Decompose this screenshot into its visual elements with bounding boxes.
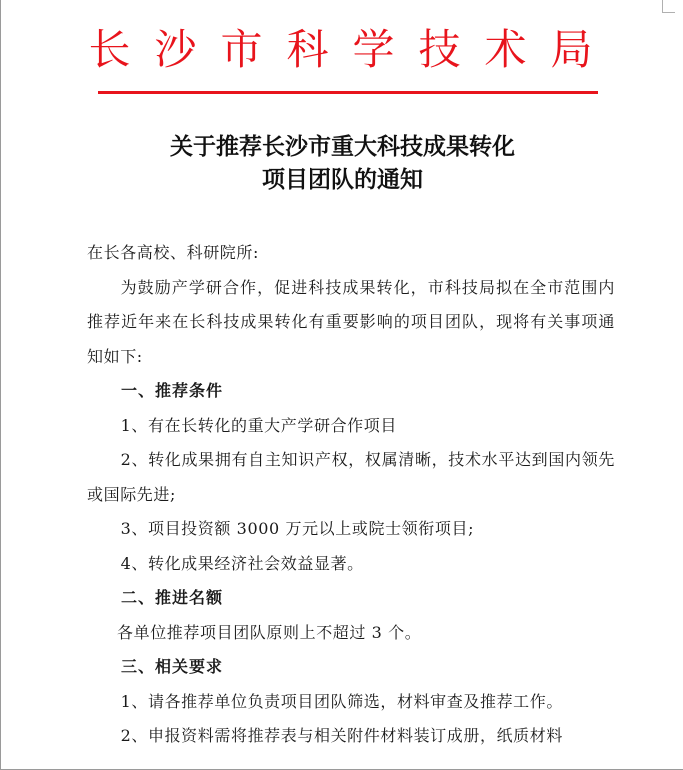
document-body — [87, 236, 615, 754]
organization-header: 长沙市科学技术局 — [88, 25, 617, 74]
section-heading-requirements: 三、相关要求 — [121, 657, 224, 676]
condition-item-4: 4、转化成果经济社会效益显著。 — [120, 553, 364, 573]
requirement-item-2: 2、申报资料需将推荐表与相关附件材料装订成册，纸质材料 — [120, 726, 563, 745]
salutation: 在长各高校、科研院所: — [87, 243, 259, 262]
document-title-line-1: 关于推荐长沙市重大科技成果转化 — [170, 133, 515, 160]
section-heading-conditions: 一、推荐条件 — [121, 381, 224, 400]
quota-note: 各单位推荐项目团队原则上不超过 3 个。 — [117, 622, 422, 642]
condition-item-2: 2、转化成果拥有自主知识产权，权属清晰，技术水平达到国内领先或国际先进; — [87, 450, 615, 504]
condition-item-3: 3、项目投资额 3000 万元以上或院士领衔项目; — [120, 519, 475, 538]
section-heading-quota: 二、推进名额 — [121, 588, 224, 607]
document-title-line-2: 项目团队的通知 — [262, 166, 423, 193]
page-corner-mark — [662, 0, 675, 13]
requirement-item-1: 1、请各推荐单位负责项目团队筛选，材料审查及推荐工作。 — [120, 691, 563, 711]
intro-paragraph: 为鼓励产学研合作，促进科技成果转化，市科技局拟在全市范围内推荐近年来在长科技成果转化有重要影响的项目团队，现将有关事项通知如下: — [87, 277, 615, 366]
condition-item-1: 1、有在长转化的重大产学研合作项目 — [120, 415, 397, 435]
red-header-rule — [98, 91, 598, 94]
document-title — [1, 130, 683, 196]
